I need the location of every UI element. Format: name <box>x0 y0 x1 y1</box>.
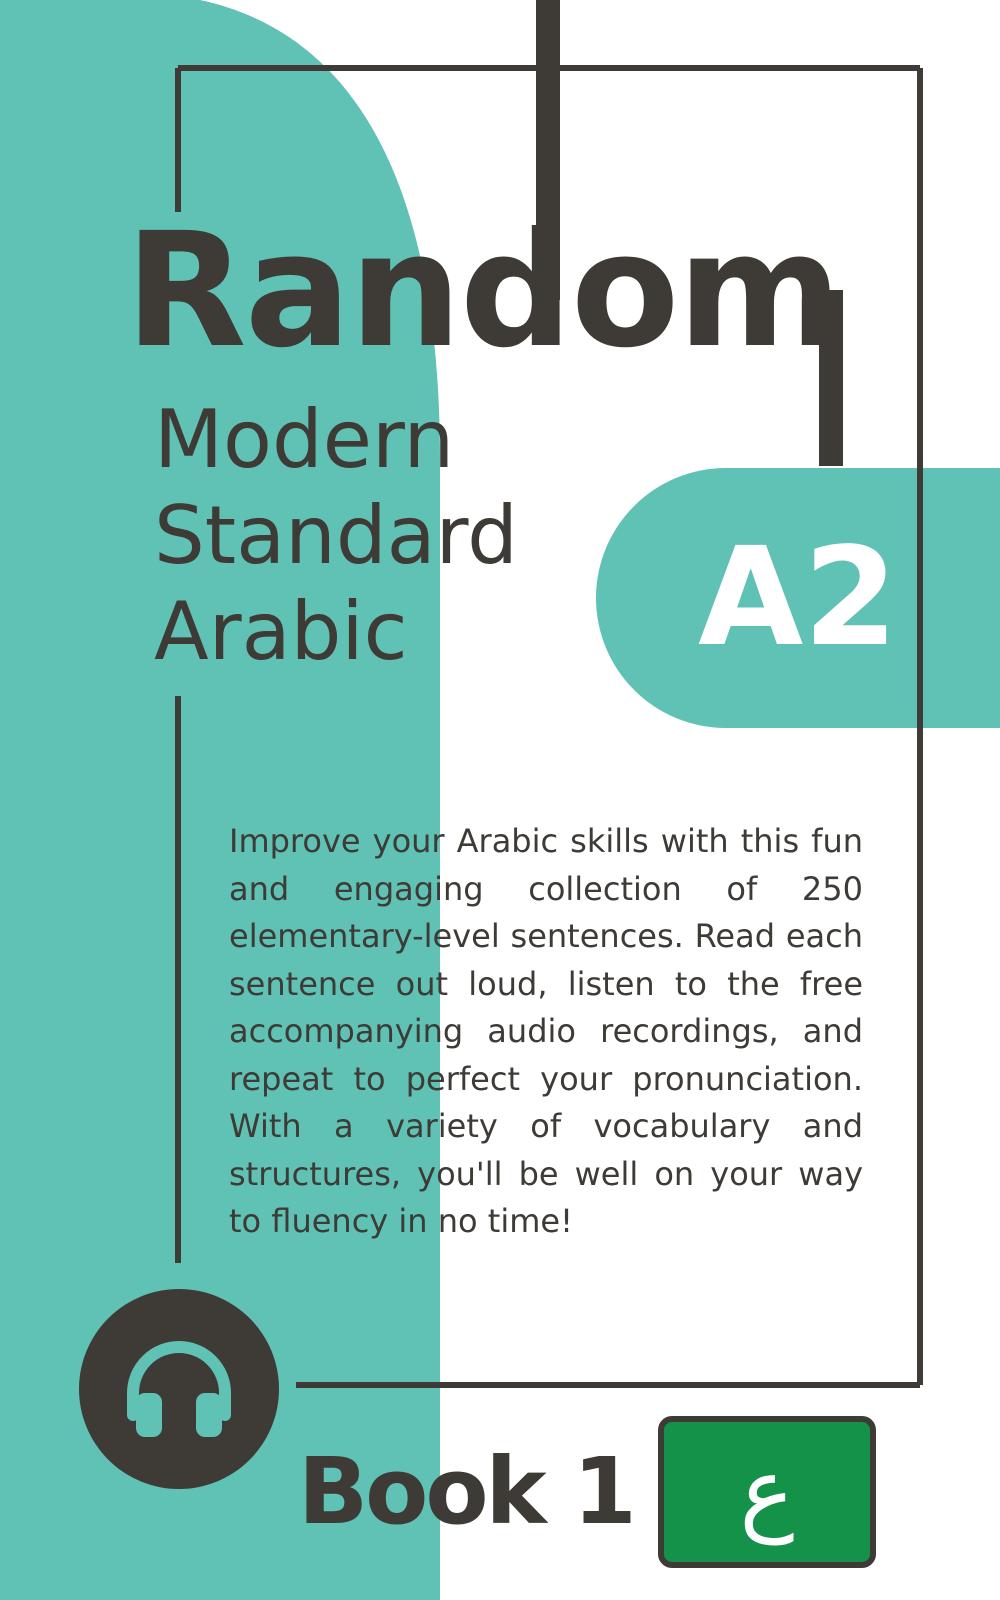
cover-blurb: Improve your Arabic skills with this fun and engaging collection of 250 elementary-level sentences. Read each sentence out loud, listen to the free accompanying audio recordings, and repeat to perfect your pronunciation. With a variety of vocabulary and structures, you'll be well on your way to fluency in no time! <box>229 822 863 1240</box>
book-number-label: Book 1 <box>298 1438 634 1545</box>
subtitle-line: Standard <box>154 489 518 582</box>
subtitle-line: Arabic <box>154 585 408 678</box>
book-title: Random <box>125 199 841 383</box>
subtitle-line: Modern <box>154 393 455 486</box>
book-subtitle <box>154 392 518 680</box>
arabic-letter: ع <box>739 1438 795 1545</box>
arabic-letter-badge <box>658 1416 876 1568</box>
level-label: A2 <box>698 519 898 677</box>
audio-disc <box>79 1289 279 1489</box>
